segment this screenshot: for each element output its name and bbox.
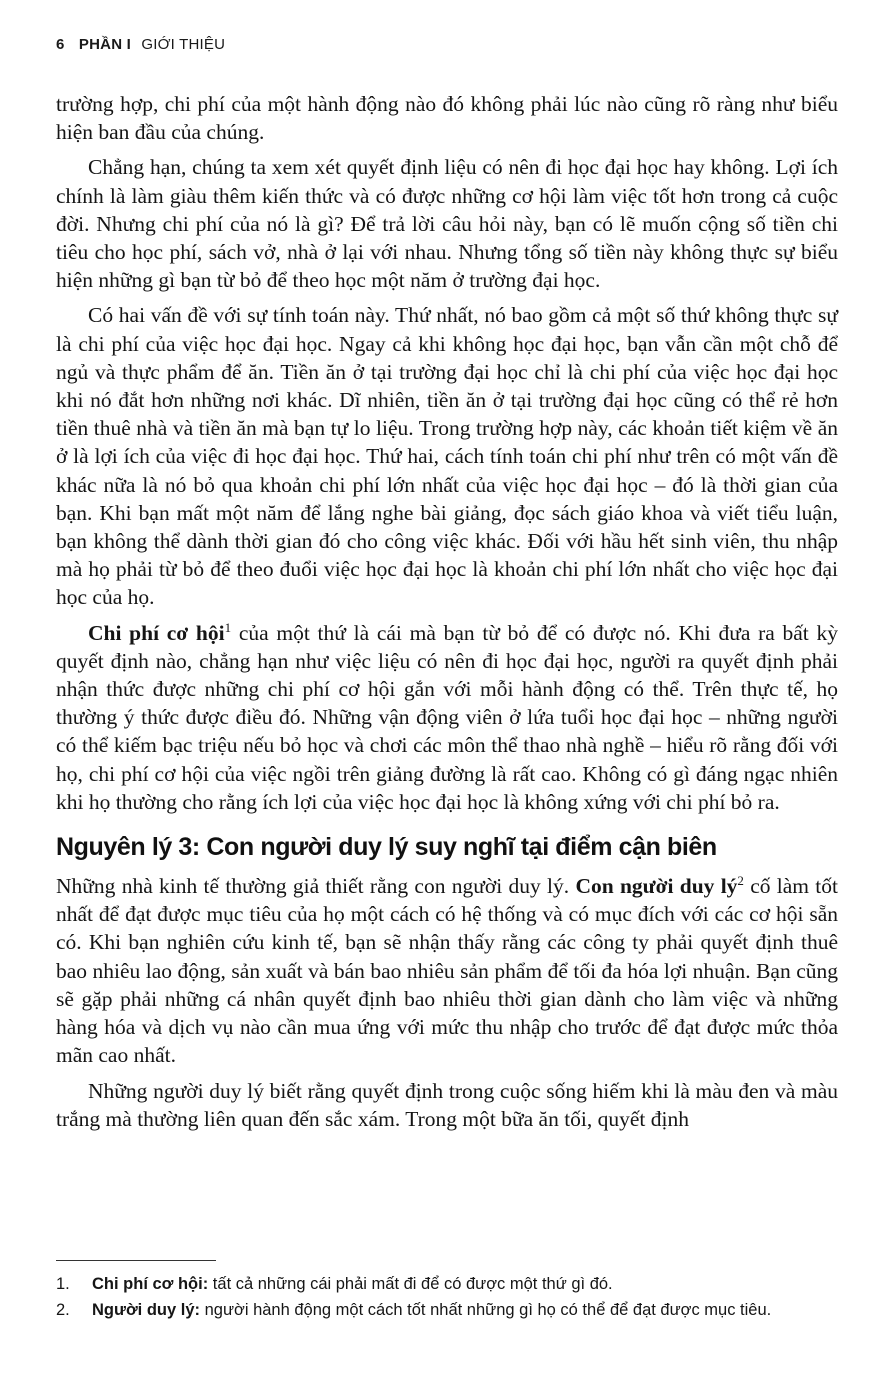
paragraph-continuation: trường hợp, chi phí của một hành động nào đó không phải lúc nào cũng rõ ràng như biểu hiện ban đầu của chúng. <box>56 92 838 145</box>
paragraph-opportunity-cost <box>56 619 838 816</box>
body-text <box>56 90 838 1140</box>
term-rational-people: Con người duy lý <box>575 874 738 899</box>
footnotes <box>56 1272 846 1324</box>
paragraph-opportunity-cost-text: của một thứ là cái mà bạn từ bỏ để có được nó. Khi đưa ra bất kỳ quyết định nào, chẳng hạn như việc liệu có nên đi học đại học, người ra quyết định phải nhận thức được những chi phí cơ hội gắn với mỗi hành động có thể. Trên thực tế, họ thường ý thức được điều đó. Những vận động viên ở lứa tuổi học đại học – những người có thể kiếm bạc triệu nếu bỏ học và chơi các môn thể thao nhà nghề – hiểu rõ rằng đối với họ, chi phí cơ hội của việc ngồi trên giảng đường là rất cao. Không có gì đáng ngạc nhiên khi họ thường cho rằng ích lợi của việc học đại học là không xứng với chi phí bỏ ra. <box>56 620 838 814</box>
term-opportunity-cost: Chi phí cơ hội <box>88 620 225 645</box>
section-label: GIỚI THIỆU <box>141 36 226 53</box>
paragraph-rational-people <box>56 872 838 1069</box>
footnote-number: 2. <box>56 1301 70 1319</box>
page-number: 6 <box>56 36 65 53</box>
footnote-term: Chi phí cơ hội: <box>92 1275 209 1293</box>
footnote-divider <box>56 1260 216 1261</box>
footnote-item <box>56 1272 846 1296</box>
part-label: PHẦN I <box>78 36 131 53</box>
paragraph-rational-people-start: Những nhà kinh tế thường giả thiết rằng con người duy lý. <box>56 874 576 899</box>
paragraph-college-decision: Chẳng hạn, chúng ta xem xét quyết định liệu có nên đi học đại học hay không. Lợi ích chính là làm giàu thêm kiến thức và có được những cơ hội làm việc tốt hơn trong cả cuộc đời. Nhưng chi phí của nó là gì? Để trả lời câu hỏi này, bạn có lẽ muốn cộng số tiền chi tiêu cho học phí, sách vở, nhà ở lại với nhau. Nhưng tổng số tiền này không thực sự biểu hiện những gì bạn từ bỏ để theo học một năm ở trường đại học. <box>56 155 838 293</box>
paragraph-grey-decisions: Những người duy lý biết rằng quyết định trong cuộc sống hiếm khi là màu đen và màu trắng mà thường liên quan đến sắc xám. Trong một bữa ăn tối, quyết định <box>56 1078 838 1131</box>
paragraph-rational-people-text: cố làm tốt nhất để đạt được mục tiêu của họ một cách có hệ thống và có mục đích với các cơ hội sẵn có. Khi bạn nghiên cứu kinh tế, bạn sẽ nhận thấy rằng các công ty phải quyết định thuê bao nhiêu lao động, sản xuất và bán bao nhiêu sản phẩm để tối đa hóa lợi nhuận. Bạn cũng sẽ gặp phải những cá nhân quyết định bao nhiêu thời gian dành cho làm việc và những hàng hóa và dịch vụ nào cần mua ứng với mức thu nhập cho trước để đạt được mức thỏa mãn cao nhất. <box>56 874 839 1068</box>
footnote-text <box>92 1272 846 1296</box>
footnote-term: Người duy lý: <box>92 1301 201 1319</box>
footnote-number: 1. <box>56 1275 70 1293</box>
footnote-definition: tất cả những cái phải mất đi để có được một thứ gì đó. <box>208 1275 613 1293</box>
footnote-text <box>92 1298 846 1322</box>
footnote-ref-1: 1 <box>224 619 232 635</box>
footnote-item <box>56 1298 846 1322</box>
footnote-ref-2: 2 <box>737 872 744 888</box>
paragraph-cost-problems: Có hai vấn đề với sự tính toán này. Thứ nhất, nó bao gồm cả một số thứ không thực sự là chi phí của việc học đại học. Ngay cả khi không học đại học, bạn vẫn cần một chỗ để ngủ và thực phẩm để ăn. Tiền ăn ở tại trường đại học chỉ là chi phí của việc học đại học khi nó đắt hơn những nơi khác. Dĩ nhiên, tiền ăn ở tại trường đại học cũng có thể rẻ hơn tiền thuê nhà và tiền ăn mà bạn tự lo liệu. Trong trường hợp này, các khoản tiết kiệm về ăn ở là lợi ích của việc đi học đại học. Thứ hai, cách tính toán chi phí như trên có một vấn đề khác nữa là nó bỏ qua khoản chi phí lớn nhất của việc học đại học – đó là thời gian của bạn. Khi bạn mất một năm để lắng nghe bài giảng, đọc sách giáo khoa và viết tiểu luận, bạn không thể dành thời gian đó cho công việc khác. Đối với hầu hết sinh viên, thu nhập mà họ phải từ bỏ để theo đuổi việc học đại học là khoản chi phí lớn nhất cho việc học đại học của họ. <box>56 303 838 610</box>
footnote-definition: người hành động một cách tốt nhất những gì họ có thể để đạt được mục tiêu. <box>200 1301 772 1319</box>
running-head <box>56 36 225 53</box>
section-heading: Nguyên lý 3: Con người duy lý suy nghĩ tại điểm cận biên <box>56 833 717 862</box>
